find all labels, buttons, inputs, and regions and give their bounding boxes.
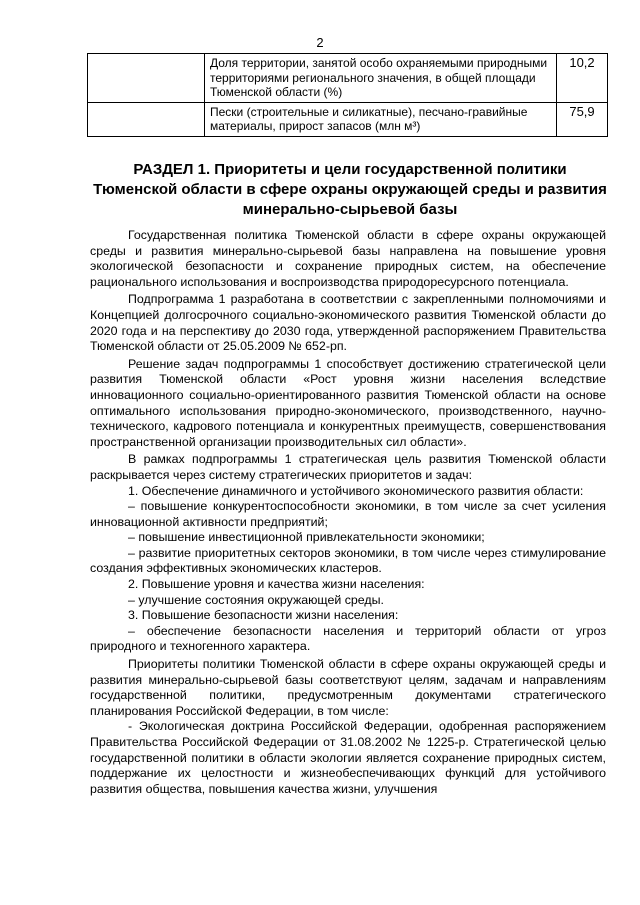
table-cell-value: 10,2: [557, 54, 608, 103]
list-item: – повышение инвестиционной привлекательности экономики;: [128, 530, 485, 545]
list-item: 2. Повышение уровня и качества жизни населения:: [128, 577, 425, 592]
list-item: – улучшение состояния окружающей среды.: [128, 592, 385, 607]
list-item: 1. Обеспечение динамичного и устойчивого экономического развития области:: [128, 483, 584, 498]
paragraph: Подпрограмма 1 разработана в соответствии с закрепленными полномочиями и Концепцией долгосрочного социально-экономического развития Тюменской области до 2020 года и на перспективу до 2030 года, утвержденной распоряжением Правительства Тюменской области от 25.05.2009 № 652-рп.: [90, 292, 606, 354]
paragraph: Приоритеты политики Тюменской области в сфере охраны окружающей среды и развития минерально-сырьевой базы соответствуют целям, задачам и направлениям государственной политики, предусмотренным документами стратегического планирования Российской Федерации, в том числе:: [90, 657, 606, 718]
table-row: [88, 54, 608, 103]
table-cell-indicator: Пески (строительные и силикатные), песчано-гравийные материалы, прирост запасов (млн м³): [205, 102, 557, 136]
section-title: РАЗДЕЛ 1. Приоритеты и цели государственной политики Тюменской области в сфере охраны окружающей среды и развития минерально-сырьевой базы: [93, 161, 607, 218]
list-item: – обеспечение безопасности населения и территорий области от угроз природного и техногенного характера.: [90, 623, 606, 654]
list-item: 3. Повышение безопасности жизни населения:: [128, 608, 399, 623]
indicators-table: [87, 53, 608, 137]
page-number: 2: [316, 35, 324, 50]
table-cell-empty: [88, 54, 205, 103]
table-cell-indicator: Доля территории, занятой особо охраняемыми природными территориями регионального значения, в общей площади Тюменской области (%): [205, 54, 557, 103]
list-item: – развитие приоритетных секторов экономики, в том числе через стимулирование создания эффективных экономических кластеров.: [90, 545, 606, 576]
table-row: [88, 102, 608, 136]
table-cell-value: 75,9: [557, 102, 608, 136]
body-text: [90, 228, 606, 797]
paragraph: Решение задач подпрограммы 1 способствует достижению стратегической цели развития Тюменской области «Рост уровня жизни населения вследствие инновационного социально-ориентированного развития Тюменской области на основе оптимального использования природно-экономического, производственного, научно-технического, кадрового потенциала и конкурентных преимуществ, совершенствования пространственной организации производительных сил области».: [90, 356, 606, 449]
table-cell-empty: [88, 102, 205, 136]
paragraph: - Экологическая доктрина Российской Федерации, одобренная распоряжением Правительства Российской Федерации от 31.08.2002 № 1225-р. Стратегической целью государственной политики в области экологии является сохранение природных систем, поддержание их целостности и жизнеобеспечивающих функций для устойчивого развития общества, повышения качества жизни, улучшения: [90, 719, 606, 796]
paragraph: Государственная политика Тюменской области в сфере охраны окружающей среды и развития минерально-сырьевой базы направлена на повышение уровня экологической безопасности и сохранение природных систем, на обеспечение рационального использования и воспроизводства природоресурсного потенциала.: [90, 228, 606, 289]
list-item: – повышение конкурентоспособности экономики, в том числе за счет усиления инновационной активности предприятий;: [90, 499, 606, 529]
paragraph: В рамках подпрограммы 1 стратегическая цель развития Тюменской области раскрывается через систему стратегических приоритетов и задач:: [90, 452, 606, 482]
